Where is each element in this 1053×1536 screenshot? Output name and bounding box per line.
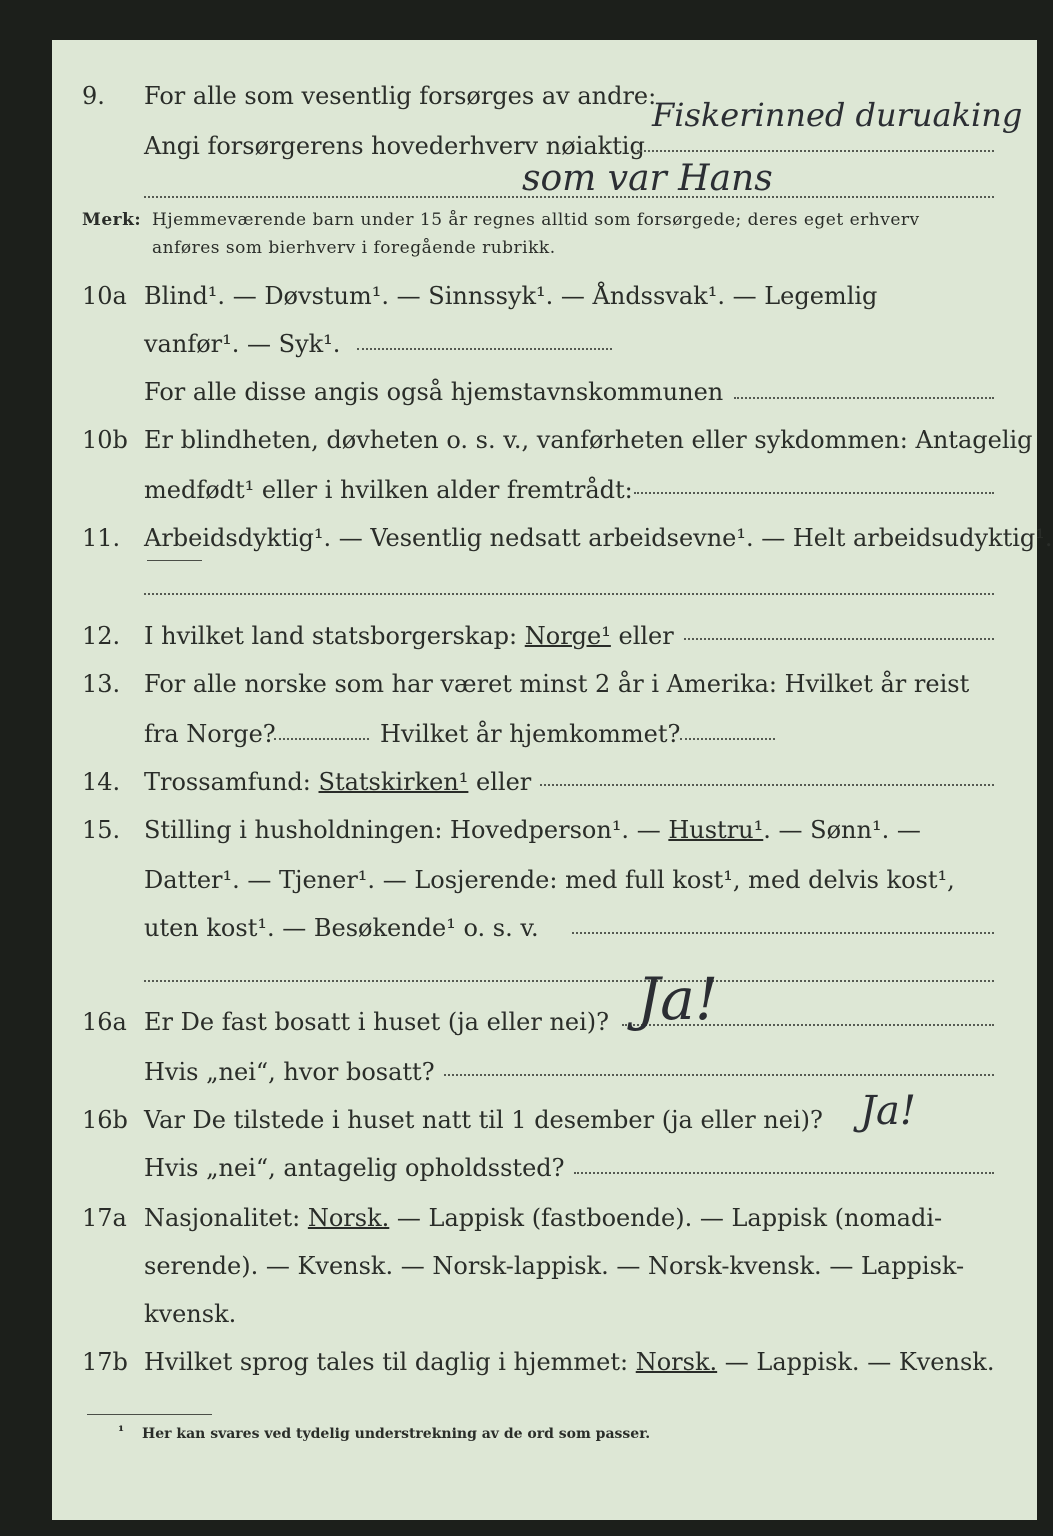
q15-text-1a: Stilling i husholdningen: Hovedperson¹. — bbox=[144, 816, 661, 844]
q15-answer-line-1[interactable] bbox=[572, 932, 994, 934]
q12-answer-line[interactable] bbox=[684, 638, 994, 640]
q17b-rest: — Lappisk. — Kvensk. bbox=[724, 1348, 995, 1376]
merk-text-2: anføres som bierhverv i foregående rubrikk. bbox=[152, 238, 556, 258]
q15-answer-hustru[interactable]: Hustru¹ bbox=[668, 816, 764, 844]
q17a-text-1 bbox=[144, 1204, 942, 1232]
q10a-text-1: Blind¹. — Døvstum¹. — Sinnssyk¹. — Åndssvak¹. — Legemlig bbox=[144, 282, 878, 310]
q17a-text-1a: Nasjonalitet: bbox=[144, 1204, 301, 1232]
q16a-answer-line-2[interactable] bbox=[444, 1074, 994, 1076]
q12-number: 12. bbox=[82, 622, 121, 650]
q17b-number: 17b bbox=[82, 1348, 128, 1376]
q17b-text bbox=[144, 1348, 994, 1376]
q14-eller: eller bbox=[476, 768, 532, 796]
q15-answer-line-2[interactable] bbox=[144, 980, 994, 982]
q9-number: 9. bbox=[82, 82, 105, 110]
q10a-answer-line-1[interactable] bbox=[357, 348, 612, 350]
footnote-mark: ¹ bbox=[118, 1424, 125, 1440]
q17a-answer-norsk[interactable]: Norsk. bbox=[307, 1204, 390, 1232]
q17b-question: Hvilket sprog tales til daglig i hjemmet: bbox=[144, 1348, 629, 1376]
q16b-answer-line[interactable] bbox=[574, 1172, 994, 1174]
q10a-text-2: vanfør¹. — Syk¹. bbox=[144, 330, 341, 358]
q17a-text-2: serende). — Kvensk. — Norsk-lappisk. — Norsk-kvensk. — Lappisk- bbox=[144, 1252, 965, 1280]
q15-text-1 bbox=[144, 816, 921, 844]
q15-text-2: Datter¹. — Tjener¹. — Losjerende: med full kost¹, med delvis kost¹, bbox=[144, 866, 955, 894]
q14-answer-line[interactable] bbox=[540, 784, 994, 786]
q12-eller: eller bbox=[618, 622, 674, 650]
q13-text-2a: fra Norge? bbox=[144, 720, 276, 748]
q17a-text-3: kvensk. bbox=[144, 1300, 237, 1328]
q13-text-2b: Hvilket år hjemkommet? bbox=[380, 720, 681, 748]
q10a-answer-line-2[interactable] bbox=[734, 397, 994, 399]
q12-answer-norge[interactable]: Norge¹ bbox=[524, 622, 611, 650]
q11-text-1: Arbeidsdyktig¹. — Vesentlig nedsatt arbeidsevne¹. — Helt arbeidsudyktig¹. bbox=[144, 524, 1053, 552]
q11-answer-line[interactable] bbox=[144, 593, 994, 595]
q9-handwriting-2: som var Hans bbox=[522, 158, 773, 199]
footnote-rule bbox=[87, 1414, 212, 1415]
q9-answer-line-1[interactable] bbox=[637, 150, 994, 152]
q15-text-3: uten kost¹. — Besøkende¹ o. s. v. bbox=[144, 914, 539, 942]
q12-text bbox=[144, 622, 674, 650]
q10a-text-3: For alle disse angis også hjemstavnskommunen bbox=[144, 378, 724, 406]
q9-text-2: Angi forsørgerens hovederhverv nøiaktig bbox=[144, 132, 645, 160]
q14-question: Trossamfund: bbox=[144, 768, 311, 796]
q16a-number: 16a bbox=[82, 1008, 127, 1036]
q14-answer-statskirken[interactable]: Statskirken¹ bbox=[318, 768, 469, 796]
q12-question: I hvilket land statsborgerskap: bbox=[144, 622, 518, 650]
q15-number: 15. bbox=[82, 816, 121, 844]
q14-text bbox=[144, 768, 531, 796]
q13-hjemkommet-line[interactable] bbox=[680, 738, 775, 740]
q10b-text-1: Er blindheten, døvheten o. s. v., vanførheten eller sykdommen: Antagelig bbox=[144, 426, 1033, 454]
q10b-number: 10b bbox=[82, 426, 128, 454]
q15-text-1c: . — Sønn¹. — bbox=[763, 816, 921, 844]
q16a-text-2: Hvis „nei“, hvor bosatt? bbox=[144, 1058, 435, 1086]
q16b-number: 16b bbox=[82, 1106, 128, 1134]
q16b-handwriting: Ja! bbox=[860, 1088, 916, 1134]
q11-underline-mark bbox=[147, 560, 202, 561]
q9-text-1: For alle som vesentlig forsørges av andre: bbox=[144, 82, 657, 110]
q14-number: 14. bbox=[82, 768, 121, 796]
q13-reist-line[interactable] bbox=[274, 738, 369, 740]
q16a-text-1: Er De fast bosatt i huset (ja eller nei)? bbox=[144, 1008, 610, 1036]
q16b-text-2: Hvis „nei“, antagelig opholdssted? bbox=[144, 1154, 565, 1182]
q11-number: 11. bbox=[82, 524, 121, 552]
q16b-text-1: Var De tilstede i huset natt til 1 desember (ja eller nei)? bbox=[144, 1106, 823, 1134]
footnote-text: Her kan svares ved tydelig understrekning av de ord som passer. bbox=[142, 1426, 651, 1442]
q10b-text-2: medfødt¹ eller i hvilken alder fremtrådt: bbox=[144, 476, 633, 504]
q17a-text-1c: — Lappisk (fastboende). — Lappisk (nomadi- bbox=[396, 1204, 943, 1232]
merk-text-1: Hjemmeværende barn under 15 år regnes alltid som forsørgede; deres eget erhverv bbox=[152, 210, 920, 230]
q17b-answer-norsk[interactable]: Norsk. bbox=[635, 1348, 718, 1376]
census-form-page bbox=[52, 40, 1053, 1520]
q17a-number: 17a bbox=[82, 1204, 127, 1232]
q13-text-1: For alle norske som har været minst 2 år i Amerika: Hvilket år reist bbox=[144, 670, 970, 698]
q9-handwriting-1: Fiskerinned duruaking bbox=[652, 96, 1023, 134]
q16a-handwriting: Ja! bbox=[637, 965, 719, 1033]
q10b-answer-line[interactable] bbox=[634, 492, 994, 494]
q10a-number: 10a bbox=[82, 282, 127, 310]
merk-label: Merk: bbox=[82, 210, 142, 230]
q13-number: 13. bbox=[82, 670, 121, 698]
